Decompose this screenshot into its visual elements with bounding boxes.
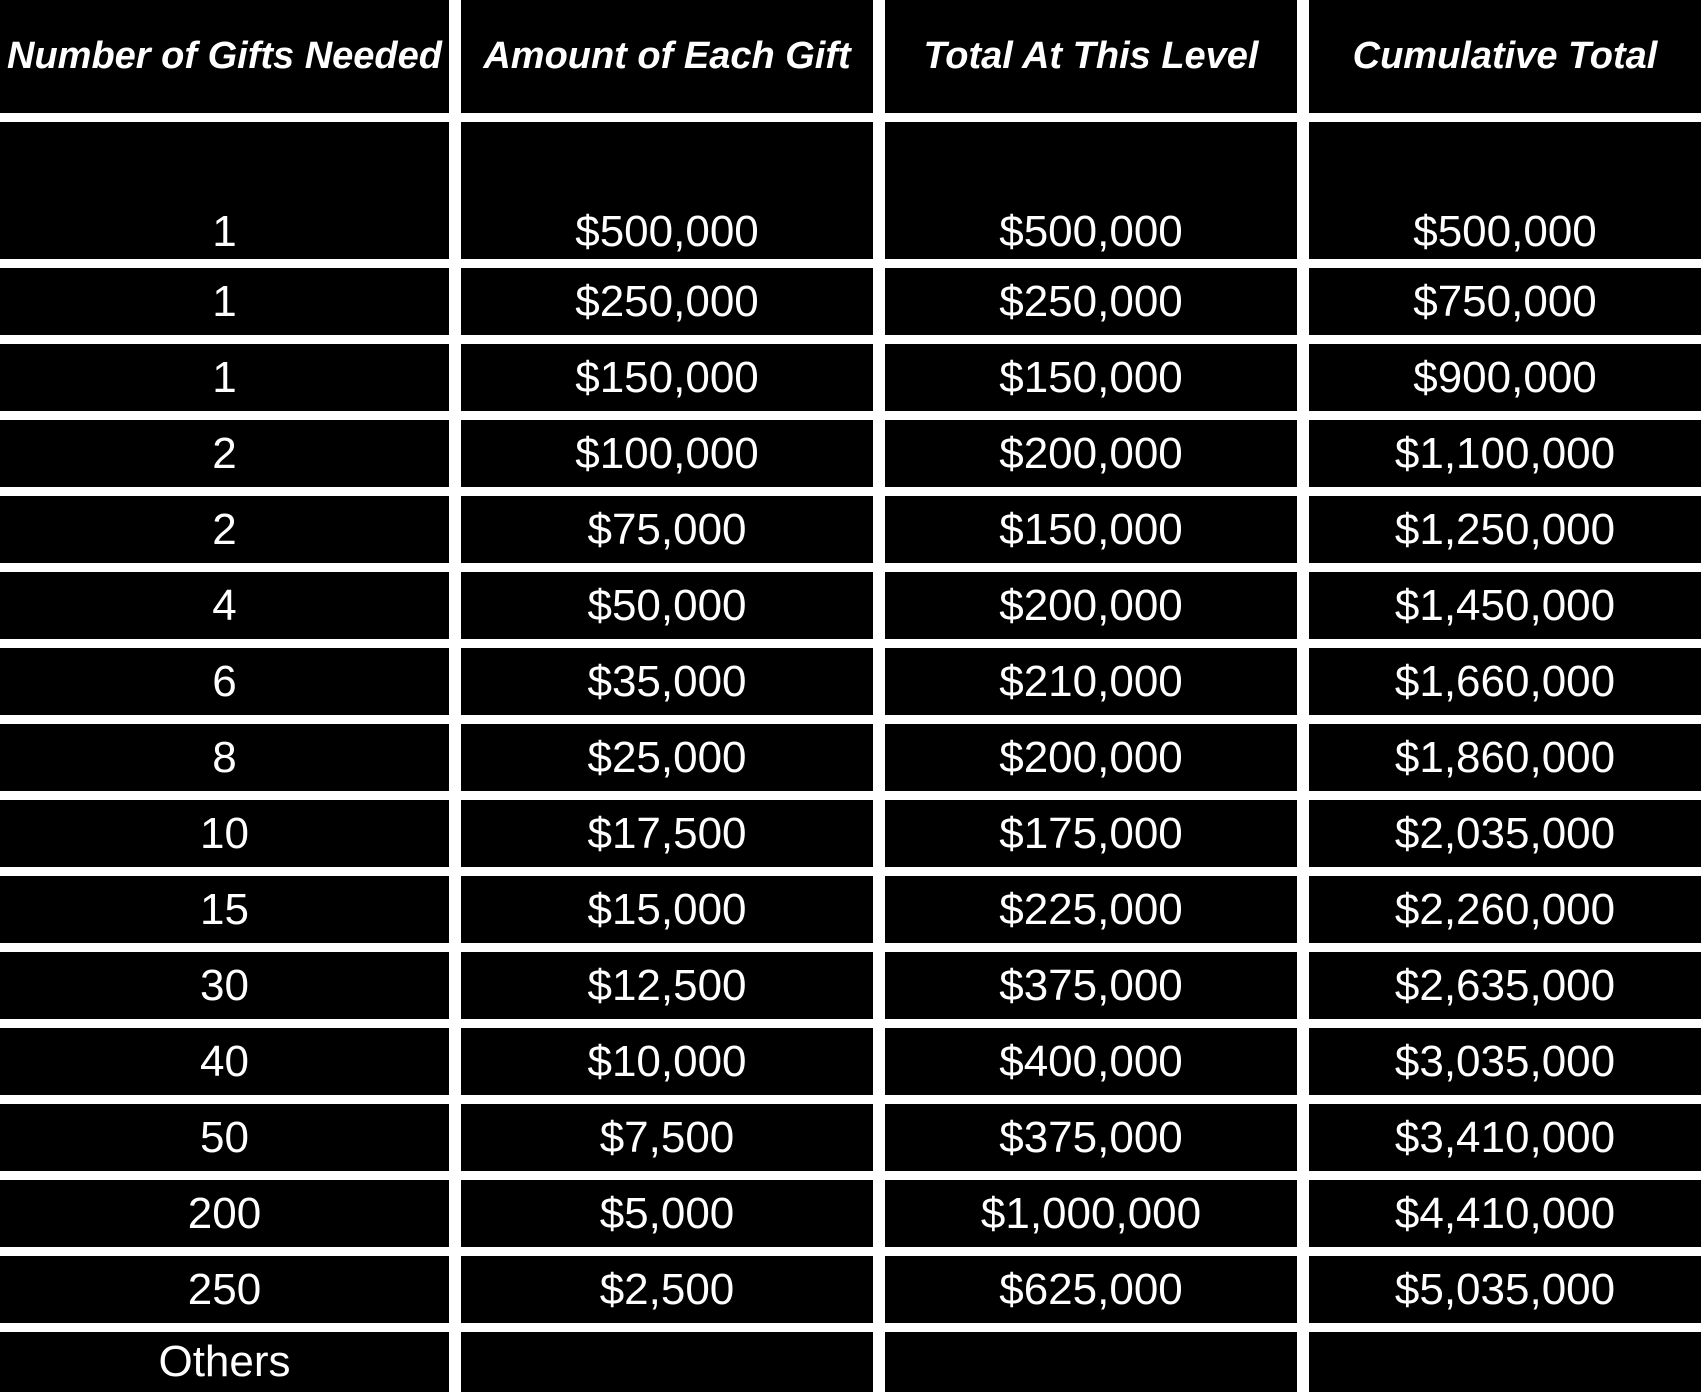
table-cell: $2,500 (461, 1256, 873, 1323)
table-cell: 6 (0, 648, 449, 715)
table-cell: $5,035,000 (1309, 1256, 1701, 1323)
table-cell: 8 (0, 724, 449, 791)
table-cell (885, 1332, 1297, 1392)
header-cell-cumulative-total: Cumulative Total (1309, 0, 1701, 113)
header-cell-amount-each: Amount of Each Gift (461, 0, 873, 113)
table-cell: $75,000 (461, 496, 873, 563)
table-cell: 15 (0, 876, 449, 943)
table-cell-others: Others (0, 1332, 449, 1392)
table-cell: $1,450,000 (1309, 572, 1701, 639)
table-cell: $175,000 (885, 800, 1297, 867)
table-cell: $400,000 (885, 1028, 1297, 1095)
table-cell: $50,000 (461, 572, 873, 639)
table-cell: $1,250,000 (1309, 496, 1701, 563)
table-cell: $375,000 (885, 1104, 1297, 1171)
table-cell: $200,000 (885, 420, 1297, 487)
table-cell: $200,000 (885, 724, 1297, 791)
table-cell: $17,500 (461, 800, 873, 867)
table-cell (1309, 1332, 1701, 1392)
table-cell: 30 (0, 952, 449, 1019)
table-cell: $500,000 (461, 122, 873, 259)
table-cell: $750,000 (1309, 268, 1701, 335)
table-cell: 1 (0, 268, 449, 335)
table-cell (461, 1332, 873, 1392)
table-cell: $500,000 (1309, 122, 1701, 259)
table-cell: 250 (0, 1256, 449, 1323)
header-cell-gifts-needed: Number of Gifts Needed (0, 0, 449, 113)
table-cell: $15,000 (461, 876, 873, 943)
table-cell: $200,000 (885, 572, 1297, 639)
table-cell: 50 (0, 1104, 449, 1171)
table-cell: $2,260,000 (1309, 876, 1701, 943)
table-cell: $210,000 (885, 648, 1297, 715)
header-cell-total-at-level: Total At This Level (885, 0, 1297, 113)
table-cell: 2 (0, 420, 449, 487)
table-cell: $1,100,000 (1309, 420, 1701, 487)
table-cell: 1 (0, 122, 449, 259)
table-cell: $25,000 (461, 724, 873, 791)
table-cell: 200 (0, 1180, 449, 1247)
table-cell: 1 (0, 344, 449, 411)
table-cell: $250,000 (885, 268, 1297, 335)
table-cell: $1,860,000 (1309, 724, 1701, 791)
table-cell: $250,000 (461, 268, 873, 335)
table-cell: $2,635,000 (1309, 952, 1701, 1019)
table-cell: $500,000 (885, 122, 1297, 259)
table-cell: 10 (0, 800, 449, 867)
table-cell: $1,000,000 (885, 1180, 1297, 1247)
table-cell: $100,000 (461, 420, 873, 487)
table-cell: $10,000 (461, 1028, 873, 1095)
table-cell: $5,000 (461, 1180, 873, 1247)
table-cell: $150,000 (885, 344, 1297, 411)
table-cell: $3,410,000 (1309, 1104, 1701, 1171)
table-cell: $150,000 (885, 496, 1297, 563)
table-cell: $625,000 (885, 1256, 1297, 1323)
table-cell: $12,500 (461, 952, 873, 1019)
table-cell: $4,410,000 (1309, 1180, 1701, 1247)
table-cell: $225,000 (885, 876, 1297, 943)
table-cell: 2 (0, 496, 449, 563)
table-cell: $35,000 (461, 648, 873, 715)
table-cell: 40 (0, 1028, 449, 1095)
table-cell: $2,035,000 (1309, 800, 1701, 867)
table-cell: $3,035,000 (1309, 1028, 1701, 1095)
table-cell: $1,660,000 (1309, 648, 1701, 715)
table-cell: $150,000 (461, 344, 873, 411)
table-cell: $7,500 (461, 1104, 873, 1171)
table-cell: 4 (0, 572, 449, 639)
table-cell: $900,000 (1309, 344, 1701, 411)
table-cell: $375,000 (885, 952, 1297, 1019)
